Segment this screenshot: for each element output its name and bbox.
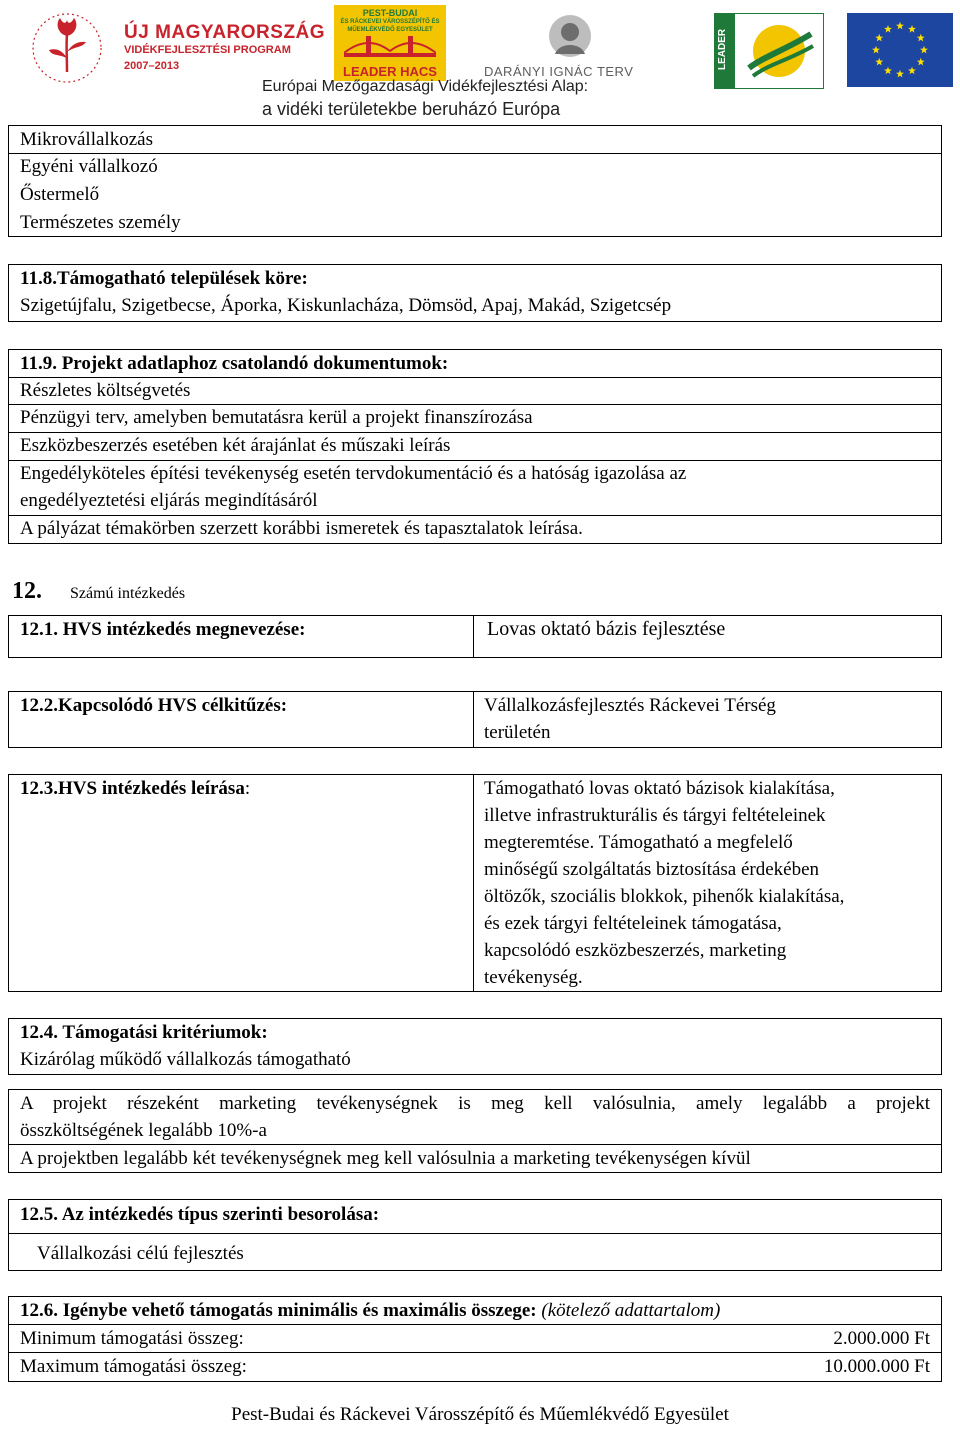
leader-emblem-icon [741,20,817,82]
document-item: A pályázat témakörben szerzett korábbi ismeretek és tapasztalatok leírása. [20,518,583,539]
section-12-2-label: 12.2.Kapcsolódó HVS célkitűzés: [20,695,288,716]
min-amount-label: Minimum támogatási összeg: [20,1328,244,1349]
document-item: Engedélyköteles építési tevékenység esetén tervdokumentáció és a hatóság igazolása az [20,463,687,484]
hacs-label: LEADER HACS [343,64,437,79]
section-12-2-value: területén [484,722,551,743]
description-line: illetve infrastrukturális és tárgyi feltételeinek [484,805,826,826]
applicant-item: Természetes személy [20,212,181,233]
applicant-item: Egyéni vállalkozó [20,156,158,177]
section-12-5-value: Vállalkozási célú fejlesztés [37,1243,244,1264]
eu-flag-icon [847,13,953,87]
row-divider [8,404,942,405]
leader-hacs-logo [334,5,446,81]
leader-logo [714,13,824,89]
section-12-2-value: Vállalkozásfejlesztés Ráckevei Térség [484,695,776,716]
leader-text: LEADER [717,28,728,70]
criteria-item: összköltségének legalább 10%-a [20,1120,267,1141]
eafrd-line1: Európai Mezőgazdasági Vidékfejlesztési Alap: [262,78,589,95]
section-12-5-title: 12.5. Az intézkedés típus szerinti besorolása: [20,1204,380,1225]
eafrd-line2: a vidéki területekbe beruházó Európa [262,99,561,119]
section-12-3-label: 12.3.HVS intézkedés leírása: [20,778,251,799]
max-amount-value: 10.000.000 Ft [823,1356,930,1377]
description-line: tevékenység. [484,967,583,988]
applicant-item: Mikrovállalkozás [20,129,153,150]
description-line: minőségű szolgáltatás biztosítása érdekében [484,859,820,880]
row-divider [8,377,942,378]
section-12-label: Számú intézkedés [70,585,186,602]
document-item: Pénzügyi terv, amelyben bemutatásra kerül a projekt finanszírozása [20,407,533,428]
description-line: megteremtése. Támogatható a megfelelő [484,832,793,853]
description-line: kapcsolódó eszközbeszerzés, marketing [484,940,787,961]
row-divider [8,1233,942,1234]
section-12-number: 12. [12,578,42,604]
umvp-subtitle: VIDÉKFEJLESZTÉSI PROGRAM [124,44,291,56]
column-divider [473,691,474,748]
footer-text: Pest-Budai és Ráckevei Városszépítő és Műemlékvédő Egyesület [231,1404,729,1425]
section-12-1-label: 12.1. HVS intézkedés megnevezése: [20,619,306,640]
umvp-title: ÚJ MAGYARORSZÁG [124,22,326,43]
column-divider [473,774,474,992]
row-divider [8,432,942,433]
document-item: engedélyeztetési eljárás megindításáról [20,490,318,511]
daranyi-terv: DARÁNYI IGNÁC TERV [484,64,634,79]
portrait-icon [547,12,593,60]
criteria-item: A projektben legalább két tevékenységnek meg kell valósulnia a marketing tevékenységen kívül [20,1148,751,1169]
document-item: Eszközbeszerzés esetében két árajánlat és műszaki leírás [20,435,451,456]
row-divider [8,515,942,516]
column-divider [473,615,474,658]
row-divider [8,460,942,461]
row-divider [8,153,942,154]
hacs-line1: PEST-BUDAI [362,8,418,18]
tulip-icon [22,10,112,86]
max-amount-label: Maximum támogatási összeg: [20,1356,247,1377]
section-12-1-value: Lovas oktató bázis fejlesztése [487,618,726,640]
criteria-item: Kizárólag működő vállalkozás támogatható [20,1049,351,1070]
section-11-9-title: 11.9. Projekt adatlaphoz csatolandó dokumentumok: [20,353,449,374]
section-11-8-title: 11.8.Támogatható települések köre: [20,268,308,289]
description-line: és ezek tárgyi feltételeinek támogatása, [484,913,782,934]
hacs-line2: ÉS RÁCKEVEI VÁROSSZÉPÍTŐ ÉS [340,19,440,25]
applicant-item: Őstermelő [20,184,100,205]
description-line: öltözők, szociális blokkok, pihenők kialakítása, [484,886,845,907]
min-amount-value: 2.000.000 Ft [833,1328,930,1349]
hacs-line3: MŰEMLÉKVÉDŐ EGYESÜLET [347,27,433,33]
section-12-6-title: 12.6. Igénybe vehető támogatás minimális és maximális összege: (kötelező adattartalom) [20,1300,721,1321]
bridge-icon [344,36,436,62]
criteria-item: A projekt részeként marketing tevékenységnek is meg kell valósulnia, amely legalább a projekt [20,1093,930,1114]
section-11-8-text: Szigetújfalu, Szigetbecse, Áporka, Kiskunlacháza, Dömsöd, Apaj, Makád, Szigetcsép [20,295,672,316]
description-line: Támogatható lovas oktató bázisok kialakítása, [484,778,835,799]
document-item: Részletes költségvetés [20,380,191,401]
section-12-4-title: 12.4. Támogatási kritériumok: [20,1022,268,1043]
umvp-years: 2007–2013 [124,60,180,72]
